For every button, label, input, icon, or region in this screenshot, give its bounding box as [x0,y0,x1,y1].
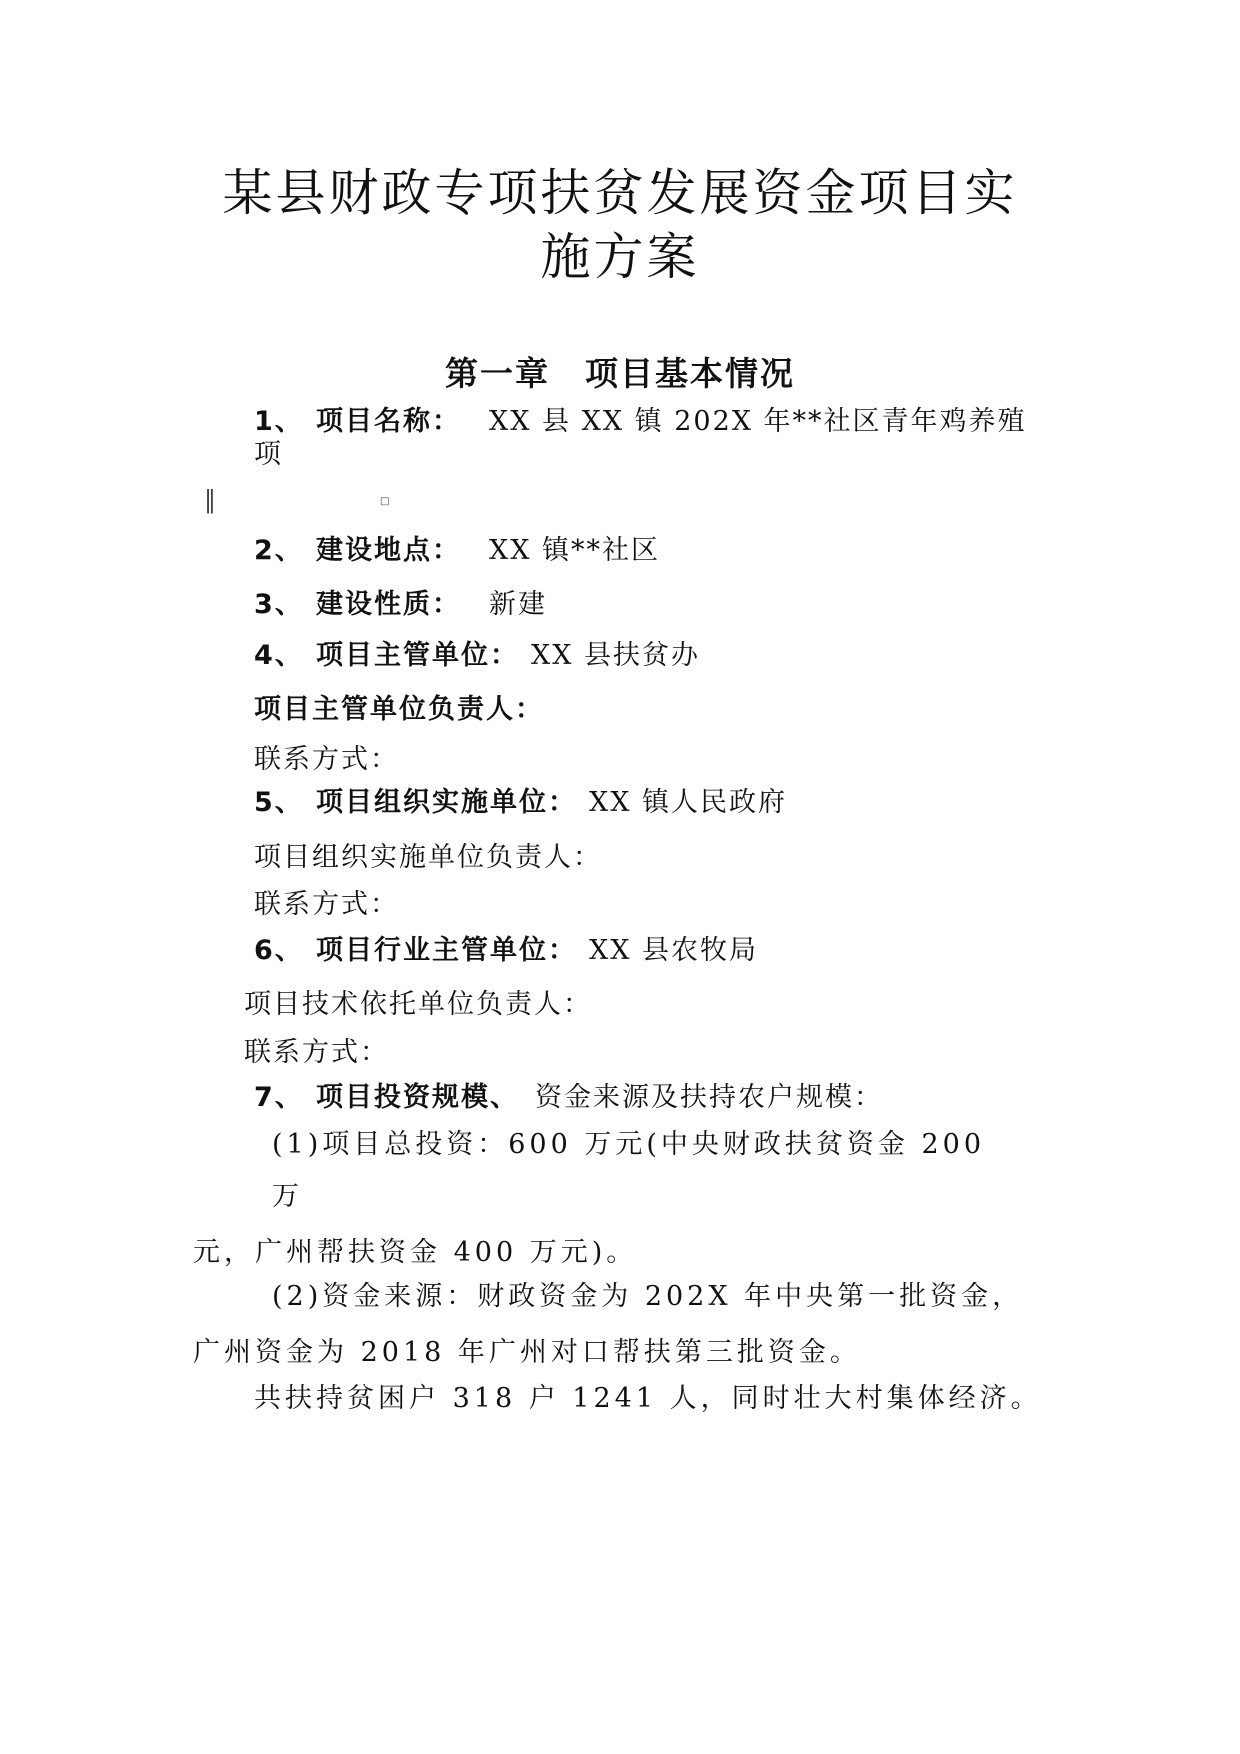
item-1-value: XX 县 XX 镇 202X 年**社区青年鸡养殖 [489,406,1027,437]
item-6-number: 6、 [254,935,304,966]
item-5-contact-label: 联系方式： [254,889,399,920]
left-margin-mark: ‖ [204,486,216,514]
item-5-number: 5、 [254,787,304,818]
funding-source-line2: 广州资金为 2018 年广州对口帮扶第三批资金。 [193,1337,861,1368]
small-box-mark: □ [380,496,390,507]
item-3-label: 建设性质： [316,589,461,620]
document-title-line1: 某县财政专项扶贫发展资金项目实 [222,164,1018,222]
item-6-label: 项目行业主管单位： [316,935,577,966]
item-4 [254,642,700,669]
investment-total-line3: 元，广州帮扶资金 400 万元)。 [193,1237,638,1268]
item-6-responsible-label: 项目技术依托单位负责人： [244,989,592,1020]
item-2 [254,537,660,564]
item-7-value: 资金来源及扶持农户规模： [535,1082,883,1113]
item-3-number: 3、 [254,589,304,620]
item-7-label: 项目投资规模、 [316,1082,519,1113]
item-5-label: 项目组织实施单位： [316,787,577,818]
item-6 [254,937,758,964]
item-4-contact-label: 联系方式： [254,744,399,775]
item-1-label: 项目名称： [316,406,461,437]
beneficiaries-line: 共扶持贫困户 318 户 1241 人，同时壮大村集体经济。 [254,1383,1042,1414]
item-7-number: 7、 [254,1082,304,1113]
funding-source-line1: (2)资金来源：财政资金为 202X 年中央第一批资金， [272,1281,1024,1312]
item-3 [254,591,547,618]
investment-total-line1: (1)项目总投资：600 万元(中央财政扶贫资金 200 [272,1129,986,1160]
item-5-value: XX 镇人民政府 [589,787,788,818]
item-5 [254,789,787,816]
investment-total-line2: 万 [272,1181,303,1212]
item-5-responsible-label: 项目组织实施单位负责人： [254,842,602,873]
item-4-number: 4、 [254,640,304,671]
item-4-label: 项目主管单位： [316,640,519,671]
item-3-value: 新建 [489,589,547,620]
item-7 [254,1084,883,1111]
item-2-value: XX 镇**社区 [489,535,661,566]
item-1 [254,408,1027,435]
item-6-contact-label: 联系方式： [244,1037,389,1068]
item-4-responsible-label: 项目主管单位负责人： [254,694,544,725]
document-title-line2: 施方案 [540,228,700,286]
item-1-continuation: 项 [254,439,283,470]
item-6-value: XX 县农牧局 [589,935,759,966]
item-2-label: 建设地点： [316,535,461,566]
chapter-heading: 第一章 项目基本情况 [445,354,795,393]
item-1-number: 1、 [254,406,304,437]
item-4-value: XX 县扶贫办 [531,640,701,671]
item-2-number: 2、 [254,535,304,566]
